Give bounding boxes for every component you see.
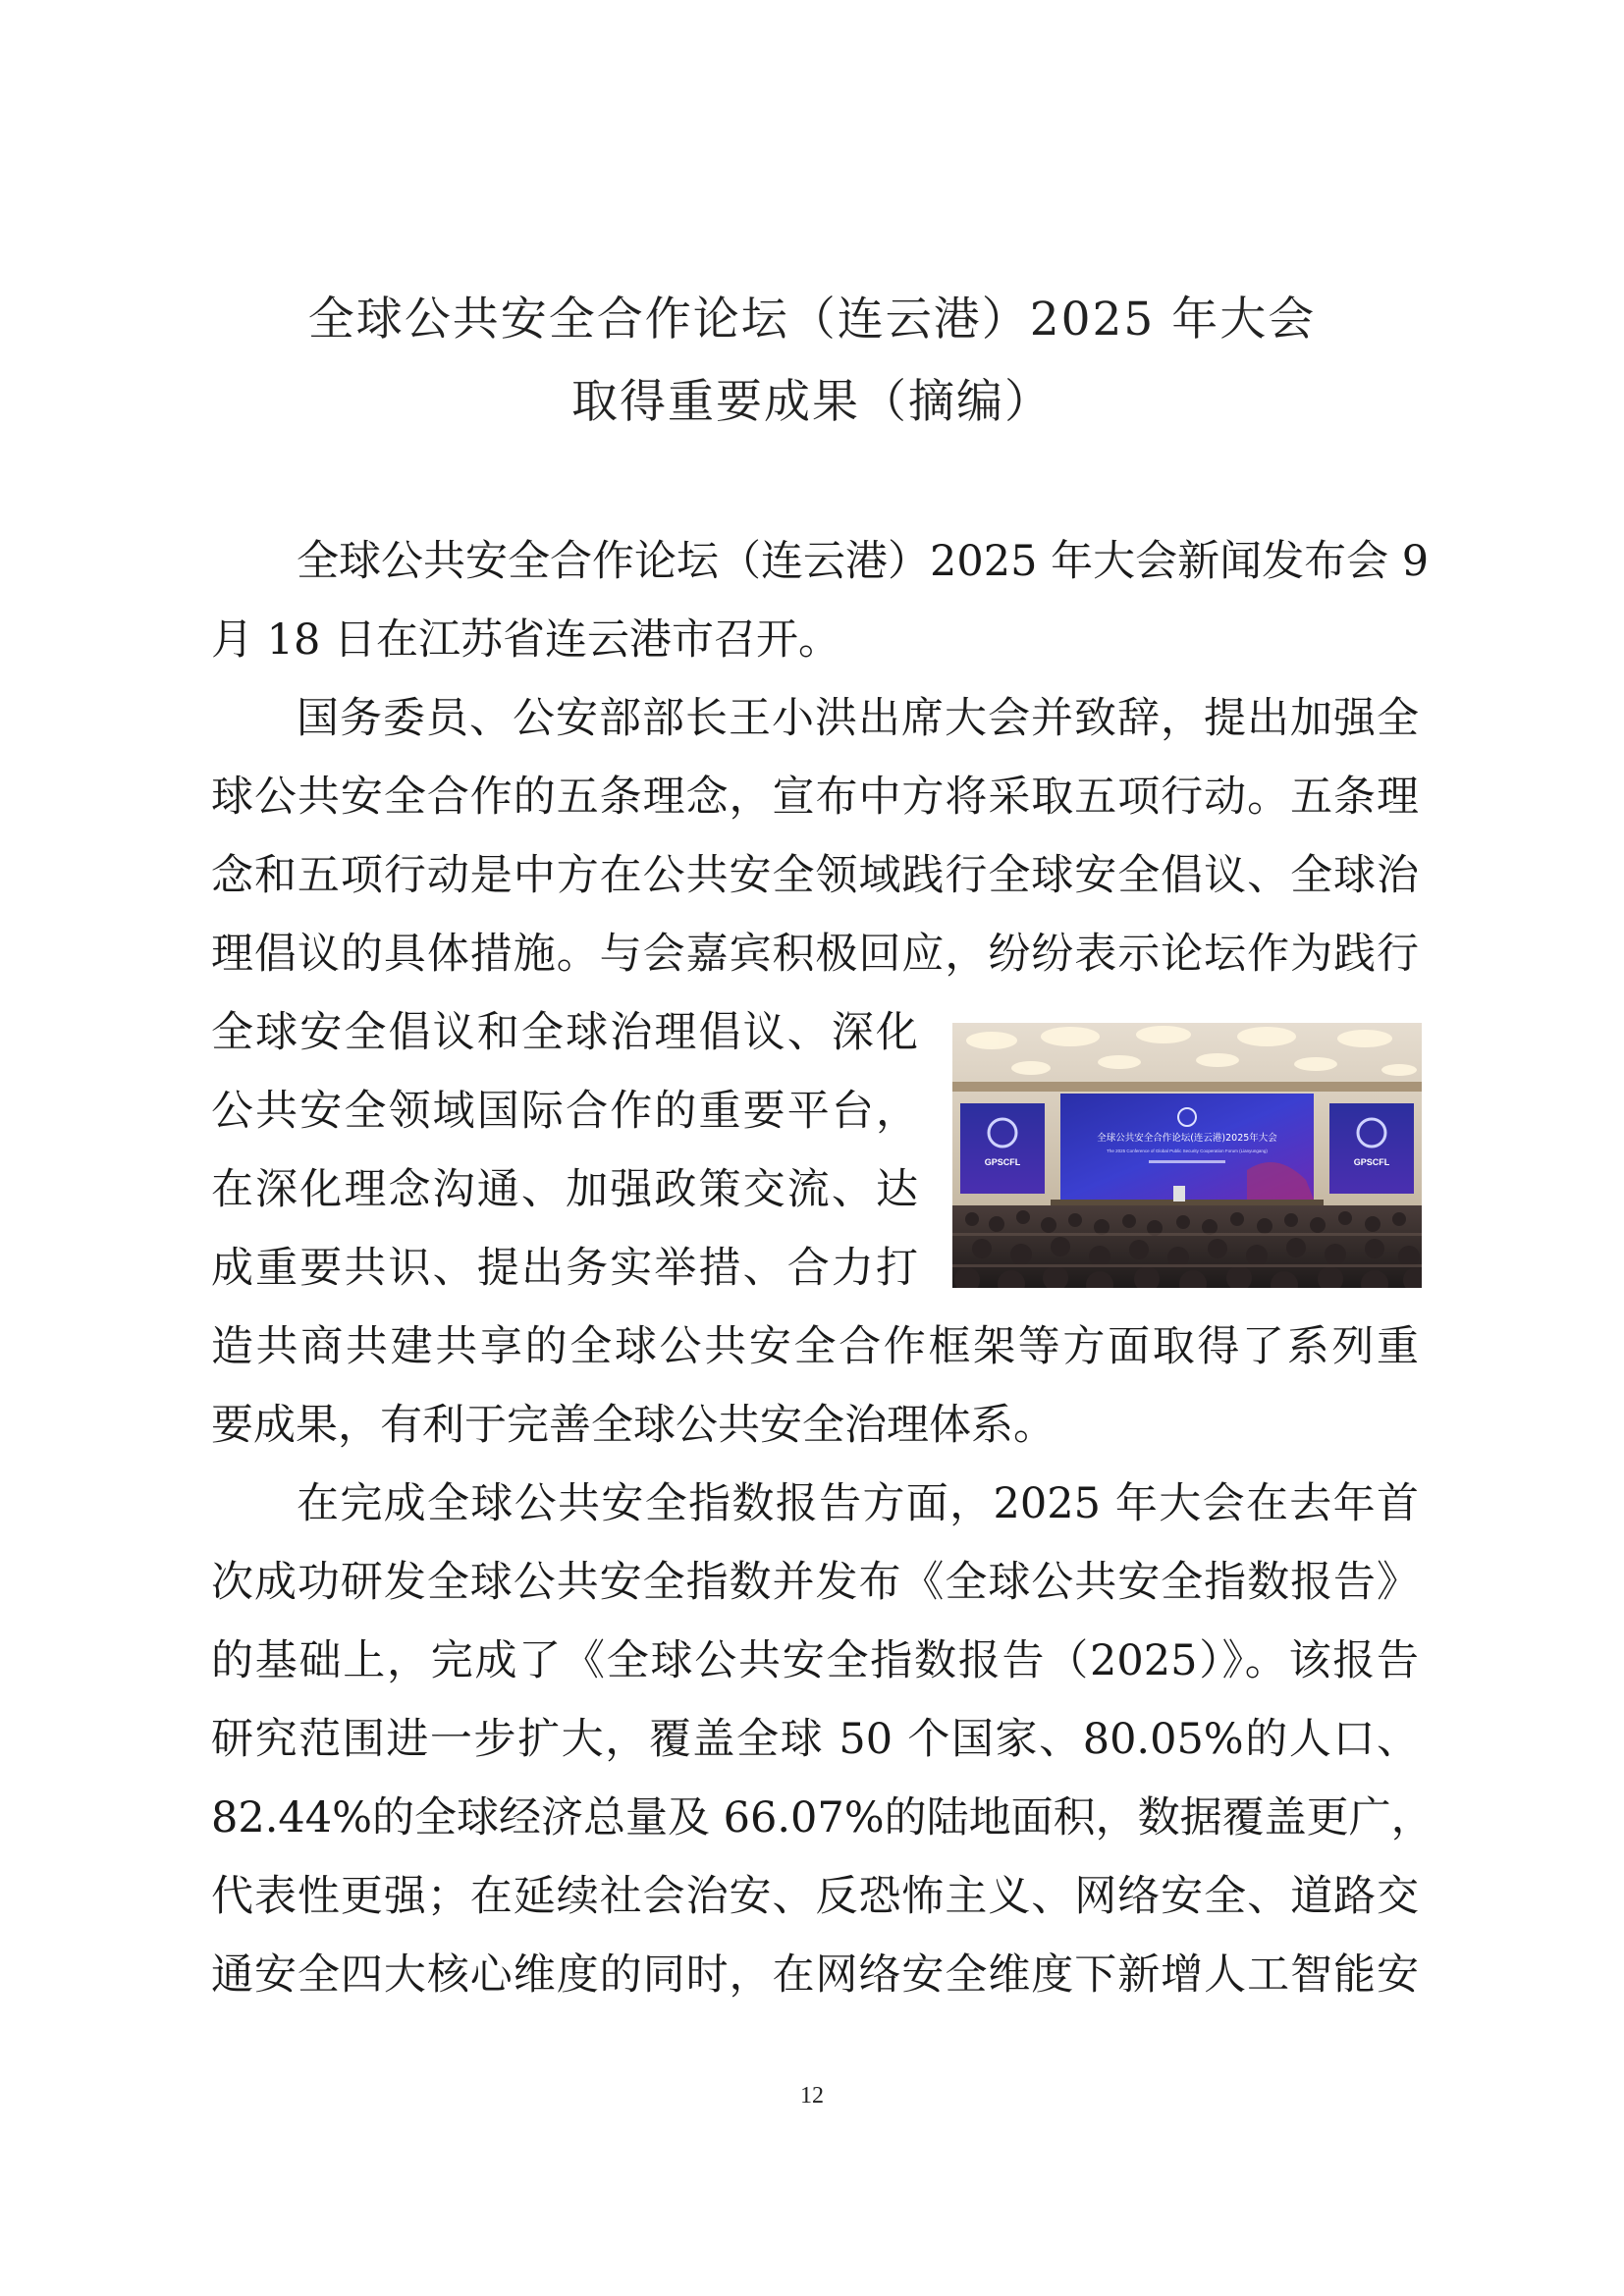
- conference-photo: [952, 1023, 1422, 1288]
- body-line: 成重要共识、提出务实举措、合力打: [211, 1244, 918, 1293]
- body-line: 通安全四大核心维度的同时，在网络安全维度下新增人工智能安: [211, 1950, 1419, 2000]
- body-line: 要成果，有利于完善全球公共安全治理体系。: [211, 1401, 1056, 1450]
- svg-text:GPSCFL: GPSCFL: [984, 1157, 1021, 1167]
- body-line: 82.44%的全球经济总量及 66.07%的陆地面积，数据覆盖更广，: [211, 1793, 1434, 1842]
- body-line: 全球安全倡议和全球治理倡议、深化: [211, 1008, 918, 1057]
- body-line: 公共安全领域国际合作的重要平台，: [211, 1087, 918, 1136]
- body-line: 国务委员、公安部部长王小洪出席大会并致辞，提出加强全: [297, 694, 1419, 743]
- svg-text:GPSCFL: GPSCFL: [1353, 1157, 1390, 1167]
- body-line: 理倡议的具体措施。与会嘉宾积极回应，纷纷表示论坛作为践行: [211, 930, 1419, 979]
- body-line: 代表性更强；在延续社会治安、反恐怖主义、网络安全、道路交: [211, 1872, 1419, 1921]
- body-line: 念和五项行动是中方在公共安全领域践行全球安全倡议、全球治: [211, 851, 1419, 900]
- svg-text:全球公共安全合作论坛(连云港)2025年大会: 全球公共安全合作论坛(连云港)2025年大会: [1097, 1133, 1277, 1144]
- body-line: 造共商共建共享的全球公共安全合作框架等方面取得了系列重: [211, 1322, 1419, 1371]
- body-line: 球公共安全合作的五条理念，宣布中方将采取五项行动。五条理: [211, 773, 1419, 822]
- body-line: 在完成全球公共安全指数报告方面，2025 年大会在去年首: [297, 1479, 1419, 1528]
- body-line: 的基础上，完成了《全球公共安全指数报告（2025）》。该报告: [211, 1636, 1419, 1685]
- svg-text:The 2025 Conference of Global: The 2025 Conference of Global Public Security Cooperation Forum (Lianyungang): [1107, 1148, 1268, 1153]
- document-title-line-2: 取得重要成果（摘编）: [571, 375, 1053, 429]
- body-line: 研究范围进一步扩大，覆盖全球 50 个国家、80.05%的人口、: [211, 1715, 1419, 1764]
- body-line: 全球公共安全合作论坛（连云港）2025 年大会新闻发布会 9: [297, 537, 1430, 586]
- body-line: 次成功研发全球公共安全指数并发布《全球公共安全指数报告》: [211, 1558, 1419, 1607]
- body-line: 月 18 日在江苏省连云港市召开。: [211, 615, 841, 665]
- body-line: 在深化理念沟通、加强政策交流、达: [211, 1165, 918, 1214]
- page-number: 12: [800, 2083, 824, 2109]
- document-title-line-1: 全球公共安全合作论坛（连云港）2025 年大会: [307, 293, 1317, 347]
